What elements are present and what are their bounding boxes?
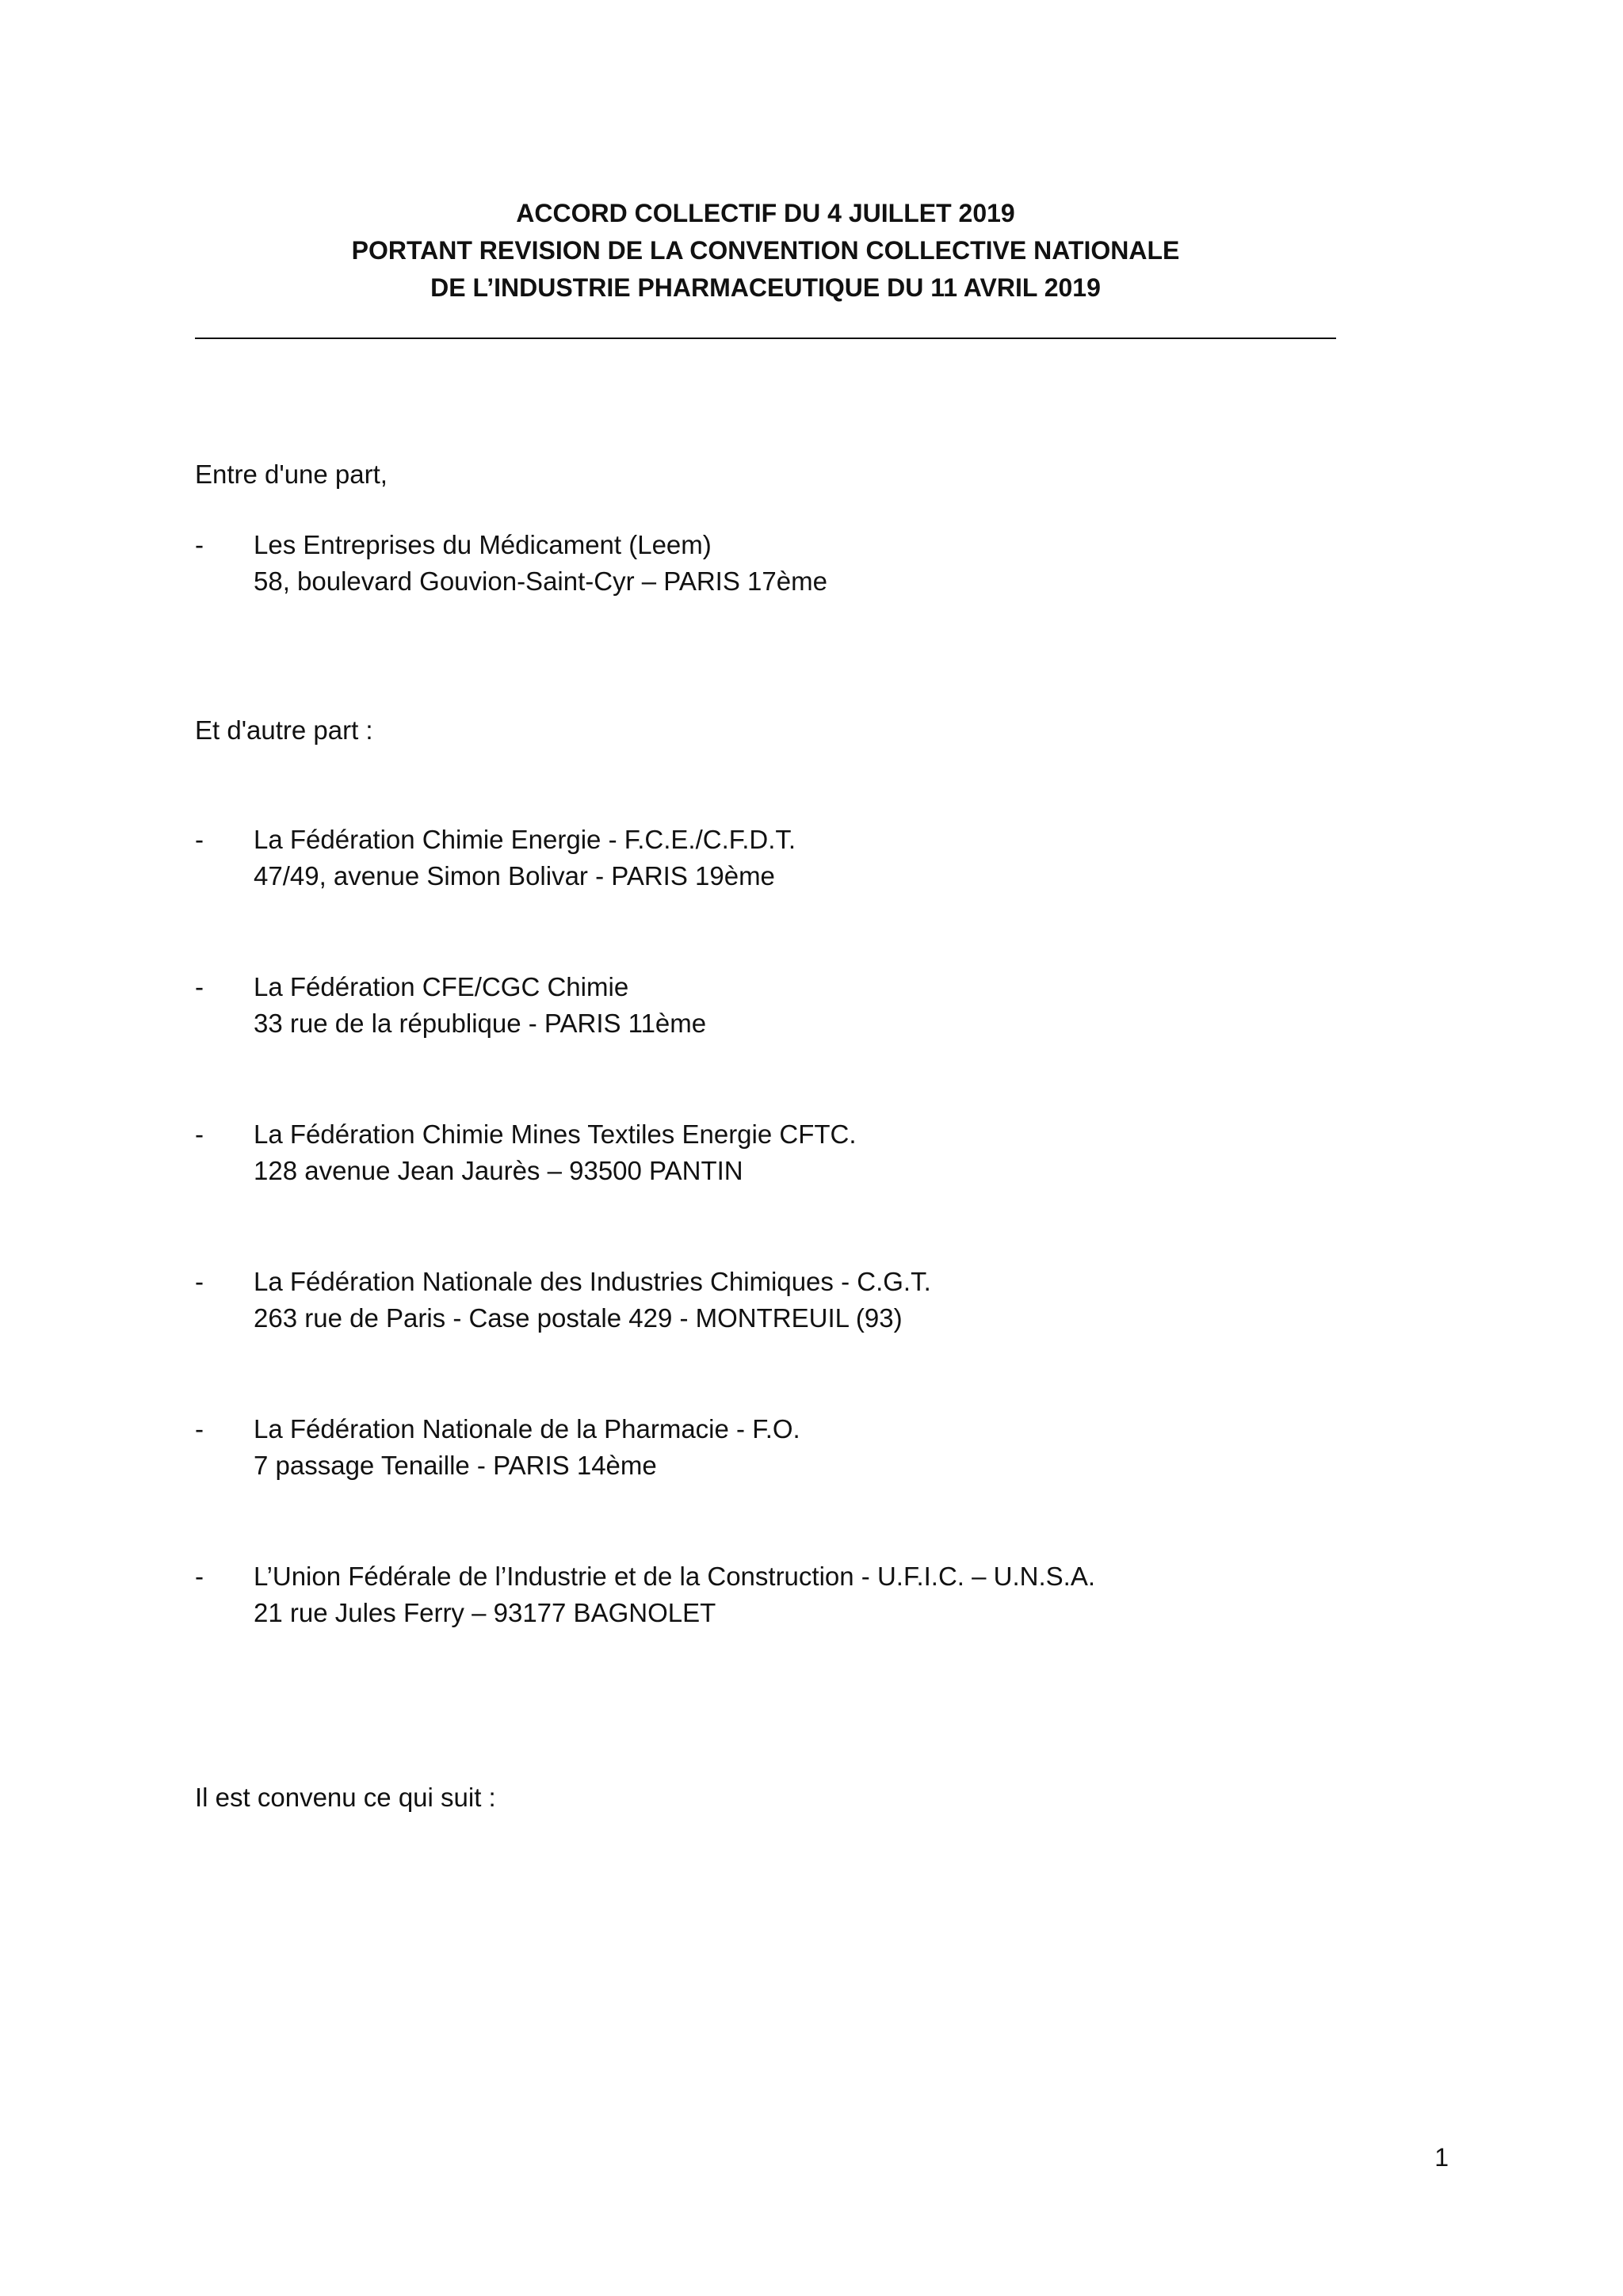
party-name: La Fédération Nationale de la Pharmacie - F.O. xyxy=(254,1414,800,1444)
party-name: La Fédération Chimie Mines Textiles Energie CFTC. xyxy=(254,1119,857,1149)
party-entry xyxy=(254,822,796,894)
title-line: PORTANT REVISION DE LA CONVENTION COLLECTIVE NATIONALE xyxy=(351,236,1180,265)
closing-statement: Il est convenu ce qui suit : xyxy=(195,1783,496,1812)
party-address: 263 rue de Paris - Case postale 429 - MONTREUIL (93) xyxy=(254,1303,903,1333)
bullet-dash: - xyxy=(195,1267,204,1296)
first-party-entry xyxy=(254,527,827,600)
party-entry xyxy=(254,969,706,1042)
bullet-dash: - xyxy=(195,1414,204,1444)
party-address: 7 passage Tenaille - PARIS 14ème xyxy=(254,1451,657,1480)
bullet-dash: - xyxy=(195,825,204,854)
party-address: 128 avenue Jean Jaurès – 93500 PANTIN xyxy=(254,1156,743,1185)
title-line: ACCORD COLLECTIF DU 4 JUILLET 2019 xyxy=(516,199,1015,227)
party-name: La Fédération Nationale des Industries Chimiques - C.G.T. xyxy=(254,1267,931,1296)
party-name: L’Union Fédérale de l’Industrie et de la Construction - U.F.I.C. – U.N.S.A. xyxy=(254,1562,1095,1591)
title-underline-rule xyxy=(195,338,1336,339)
party-entry xyxy=(254,1558,1095,1631)
party-address: 33 rue de la république - PARIS 11ème xyxy=(254,1009,707,1038)
bullet-dash: - xyxy=(195,1562,204,1591)
party-entry xyxy=(254,1116,857,1189)
bullet-dash: - xyxy=(195,1119,204,1149)
party-address: 58, boulevard Gouvion-Saint-Cyr – PARIS 17ème xyxy=(254,566,827,596)
title-line: DE L’INDUSTRIE PHARMACEUTIQUE DU 11 AVRIL 2019 xyxy=(430,273,1101,302)
intro-first-party: Entre d'une part, xyxy=(195,460,388,489)
party-name: La Fédération Chimie Energie - F.C.E./C.F.D.T. xyxy=(254,825,796,854)
party-entry xyxy=(254,1264,931,1337)
party-entry xyxy=(254,1411,800,1484)
party-address: 21 rue Jules Ferry – 93177 BAGNOLET xyxy=(254,1598,716,1627)
page-number: 1 xyxy=(1434,2143,1449,2172)
bullet-dash: - xyxy=(195,972,204,1001)
document-title xyxy=(195,195,1336,307)
bullet-dash: - xyxy=(195,530,204,559)
party-address: 47/49, avenue Simon Bolivar - PARIS 19ème xyxy=(254,861,775,891)
party-name: Les Entreprises du Médicament (Leem) xyxy=(254,530,712,559)
party-name: La Fédération CFE/CGC Chimie xyxy=(254,972,629,1001)
intro-other-party: Et d'autre part : xyxy=(195,715,373,745)
